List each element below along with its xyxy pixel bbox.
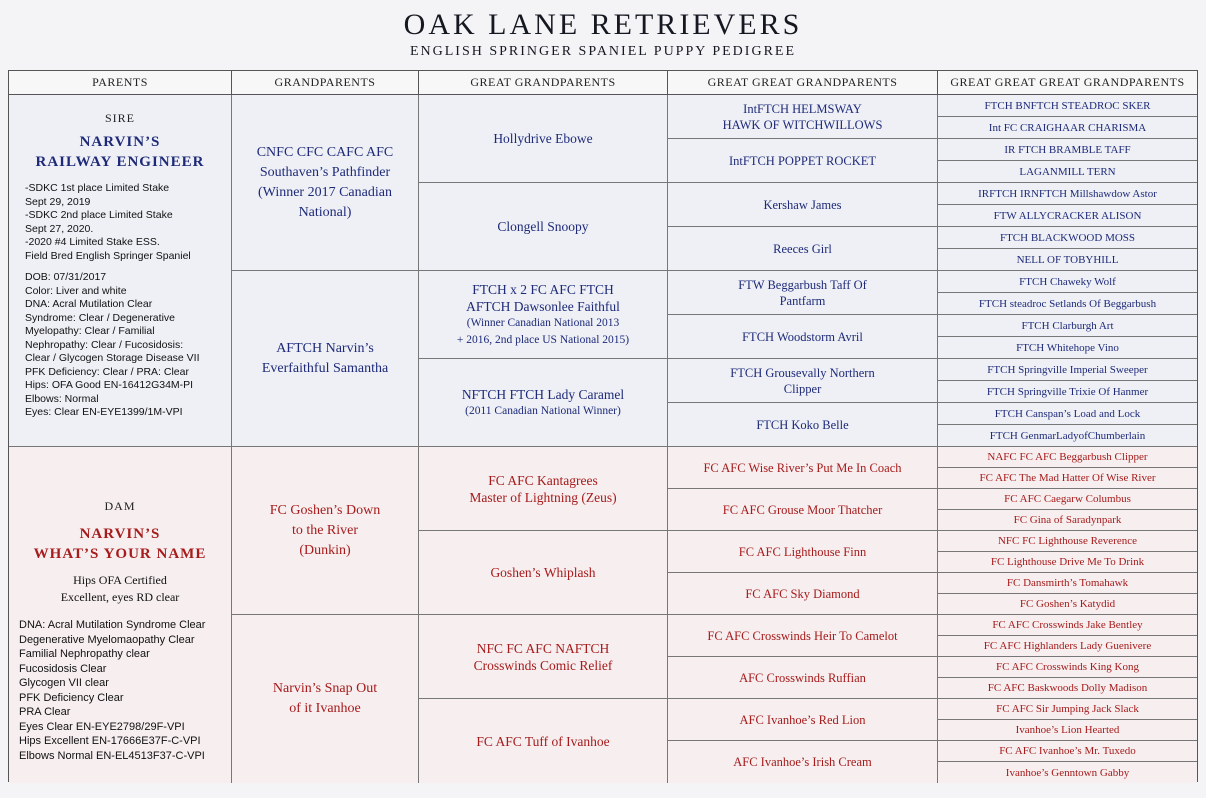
grandparent-cell-text: Everfaithful Samantha	[261, 360, 389, 376]
ggg-grandparent-cell	[938, 183, 1197, 205]
dam-detail-line: Fucosidosis Clear	[19, 662, 107, 675]
ggg-grandparent-cell-text: Int FC CRAIGHAAR CHARISMA	[988, 121, 1147, 134]
gg-grandparent-cell	[668, 183, 938, 227]
gg-grandparent-cell	[668, 741, 938, 783]
grandparent-cell	[232, 615, 419, 783]
dam-cell	[9, 447, 232, 783]
grandparent-cell-text: (Winner 2017 Canadian	[258, 184, 392, 200]
ggg-grandparent-cell-text: Ivanhoe’s Lion Hearted	[1015, 724, 1120, 736]
grandparent-cell	[232, 95, 419, 271]
gg-grandparent-cell-text: FTCH Grousevally Northern	[730, 365, 875, 380]
ggg-grandparent-cell	[938, 359, 1197, 381]
ggg-grandparent-cell	[938, 741, 1197, 762]
gg-grandparent-cell-text: FTCH Koko Belle	[756, 417, 849, 432]
sire-health-details	[25, 271, 231, 420]
ggg-grandparent-cell	[938, 699, 1197, 720]
column-header-great-great-great-grandparents: GREAT GREAT GREAT GRANDPARENTS	[938, 71, 1197, 95]
gg-grandparent-cell-text: IntFTCH HELMSWAY	[743, 101, 862, 116]
gg-grandparent-cell	[668, 271, 938, 315]
ggg-grandparent-cell-text: FTCH Chaweky Wolf	[1019, 275, 1116, 288]
ggg-grandparent-cell	[938, 161, 1197, 183]
sire-achievements	[25, 182, 231, 263]
ggg-grandparent-cell	[938, 139, 1197, 161]
ggg-grandparent-cell-text: FC Gina of Saradynpark	[1013, 514, 1122, 526]
great-grandparent-cell-text: NFC FC AFC NAFTCH	[476, 640, 610, 656]
ggg-grandparent-cell-text: FC AFC The Mad Hatter Of Wise River	[979, 472, 1156, 484]
ggg-grandparent-cell	[938, 678, 1197, 699]
gg-grandparent-cell-text: FC AFC Grouse Moor Thatcher	[722, 502, 883, 517]
great-grandparent-cell-text: FC AFC Tuff of Ivanhoe	[476, 733, 610, 749]
great-grandparent-cell-text: (2011 Canadian National Winner)	[465, 404, 621, 417]
sire-cell	[9, 95, 232, 447]
dam-detail-line: Degenerative Myelomaopathy Clear	[19, 633, 195, 646]
grandparent-cell-text: AFTCH Narvin’s	[276, 340, 374, 356]
ggg-grandparent-cell	[938, 271, 1197, 293]
gg-grandparent-cell-text: FTCH Woodstorm Avril	[742, 329, 863, 344]
ggg-grandparent-cell-text: IR FTCH BRAMBLE TAFF	[1004, 143, 1131, 156]
sire-detail-line: Nephropathy: Clear / Fucosidosis:	[25, 338, 184, 351]
dam-name-line-2: WHAT’S YOUR NAME	[33, 546, 207, 562]
sire-detail-line: Syndrome: Clear / Degenerative	[25, 311, 175, 324]
ggg-grandparent-cell-text: FTCH GenmarLadyofChumberlain	[989, 429, 1146, 442]
ggg-grandparent-cell	[938, 205, 1197, 227]
ggg-grandparent-cell-text: FC AFC Caegarw Columbus	[1004, 493, 1131, 505]
great-grandparent-cell-text: AFTCH Dawsonlee Faithful	[466, 298, 620, 314]
ggg-grandparent-cell	[938, 720, 1197, 741]
great-grandparent-cell-text: Clongell Snoopy	[497, 219, 589, 234]
sire-name-line-2: RAILWAY ENGINEER	[35, 154, 205, 170]
dam-cert-line: Excellent, eyes RD clear	[60, 590, 180, 604]
ggg-grandparent-cell	[938, 381, 1197, 403]
ggg-grandparent-cell-text: FC AFC Crosswinds Jake Bentley	[992, 619, 1143, 631]
sire-detail-line: PFK Deficiency: Clear / PRA: Clear	[25, 365, 189, 378]
dam-detail-line: PRA Clear	[19, 706, 71, 718]
ggg-grandparent-cell-text: FTCH Whitehope Vino	[1016, 341, 1119, 354]
gg-grandparent-cell-text: FC AFC Wise River’s Put Me In Coach	[703, 460, 902, 475]
great-grandparent-cell	[419, 271, 668, 359]
dam-detail-line: PFK Deficiency Clear	[19, 691, 124, 704]
dam-label: DAM	[104, 499, 136, 513]
ggg-grandparent-cell-text: FTCH Clarburgh Art	[1021, 319, 1114, 332]
grandparent-cell-text: Southaven’s Pathfinder	[259, 164, 391, 180]
ggg-grandparent-cell-text: FC AFC Sir Jumping Jack Slack	[996, 703, 1139, 715]
sire-name-line-1: NARVIN’S	[79, 134, 161, 150]
ggg-grandparent-cell-text: LAGANMILL TERN	[1019, 165, 1116, 178]
sire-detail-line: DNA: Acral Mutilation Clear	[25, 298, 153, 310]
page-subtitle: ENGLISH SPRINGER SPANIEL PUPPY PEDIGREE	[409, 44, 797, 59]
gg-grandparent-cell	[668, 403, 938, 447]
ggg-grandparent-cell	[938, 573, 1197, 594]
ggg-grandparent-cell-text: NAFC FC AFC Beggarbush Clipper	[987, 451, 1148, 463]
grandparent-cell-text: CNFC CFC CAFC AFC	[256, 144, 394, 160]
ggg-grandparent-cell	[938, 293, 1197, 315]
gg-grandparent-cell-text: FC AFC Lighthouse Finn	[738, 544, 867, 559]
gg-grandparent-cell	[668, 315, 938, 359]
column-header-great-grandparents: GREAT GRANDPARENTS	[419, 71, 668, 95]
sire-label: SIRE	[104, 111, 135, 125]
ggg-grandparent-cell-text: FC AFC Baskwoods Dolly Madison	[987, 682, 1148, 694]
grandparent-cell	[232, 447, 419, 615]
grandparent-cell-text: (Dunkin)	[299, 542, 351, 558]
grandparent-cell	[232, 271, 419, 447]
gg-grandparent-cell-text: AFC Ivanhoe’s Irish Cream	[733, 755, 872, 769]
ggg-grandparent-cell	[938, 337, 1197, 359]
ggg-grandparent-cell-text: FTCH Canspan’s Load and Lock	[994, 407, 1141, 420]
sire-achievement-line: Sept 27, 2020.	[25, 222, 94, 235]
gg-grandparent-cell	[668, 359, 938, 403]
ggg-grandparent-cell-text: FC Lighthouse Drive Me To Drink	[990, 556, 1145, 568]
column-header-parents: PARENTS	[9, 71, 232, 95]
gg-grandparent-cell	[668, 227, 938, 271]
gg-grandparent-cell-text: FTW Beggarbush Taff Of	[738, 277, 867, 292]
dam-name-line-1: NARVIN’S	[79, 526, 161, 542]
ggg-grandparent-cell-text: Ivanhoe’s Genntown Gabby	[1005, 766, 1130, 779]
sire-detail-line: Color: Liver and white	[25, 284, 127, 297]
gg-grandparent-cell-text: Kershaw James	[763, 197, 842, 212]
ggg-grandparent-cell	[938, 117, 1197, 139]
sire-detail-line: Clear / Glycogen Storage Disease VII	[25, 352, 200, 364]
dam-detail-line: DNA: Acral Mutilation Syndrome Clear	[19, 619, 206, 631]
ggg-grandparent-cell-text: NELL OF TOBYHILL	[1016, 253, 1119, 266]
sire-detail-line: DOB: 07/31/2017	[25, 271, 107, 283]
ggg-grandparent-cell	[938, 249, 1197, 271]
gg-grandparent-cell-text: AFC Crosswinds Ruffian	[739, 670, 866, 685]
dam-detail-line: Hips Excellent EN-17666E37F-C-VPI	[19, 735, 201, 747]
dam-health-details	[19, 618, 231, 763]
ggg-grandparent-cell	[938, 403, 1197, 425]
ggg-grandparent-cell-text: FTW ALLYCRACKER ALISON	[993, 209, 1142, 222]
gg-grandparent-cell	[668, 573, 938, 615]
sire-detail-line: Myelopathy: Clear / Familial	[25, 325, 155, 337]
dam-cert-line: Hips OFA Certified	[73, 573, 167, 587]
ggg-grandparent-cell-text: FC AFC Crosswinds King Kong	[995, 661, 1140, 673]
ggg-grandparent-cell-text: FTCH Springville Imperial Sweeper	[987, 363, 1148, 376]
sire-achievement-line: -SDKC 1st place Limited Stake	[25, 182, 170, 194]
gg-grandparent-cell-text: Clipper	[783, 381, 822, 396]
gg-grandparent-cell	[668, 139, 938, 183]
ggg-grandparent-cell	[938, 762, 1197, 783]
dam-detail-line: Familial Nephropathy clear	[19, 648, 150, 660]
gg-grandparent-cell	[668, 699, 938, 741]
gg-grandparent-cell	[668, 489, 938, 531]
ggg-grandparent-cell-text: IRFTCH IRNFTCH Millshawdow Astor	[978, 187, 1157, 200]
great-grandparent-cell	[419, 359, 668, 447]
ggg-grandparent-cell	[938, 315, 1197, 337]
ggg-grandparent-cell	[938, 95, 1197, 117]
gg-grandparent-cell	[668, 657, 938, 699]
gg-grandparent-cell-text: IntFTCH POPPET ROCKET	[728, 153, 876, 168]
great-grandparent-cell-text: Goshen’s Whiplash	[490, 565, 596, 580]
gg-grandparent-cell-text: AFC Ivanhoe’s Red Lion	[739, 712, 866, 727]
great-grandparent-cell	[419, 699, 668, 783]
sire-detail-line: Elbows: Normal	[25, 392, 99, 405]
great-grandparent-cell	[419, 531, 668, 615]
gg-grandparent-cell-text: HAWK OF WITCHWILLOWS	[722, 117, 883, 132]
dam-detail-line: Eyes Clear EN-EYE2798/29F-VPI	[19, 720, 185, 733]
ggg-grandparent-cell-text: FC AFC Ivanhoe’s Mr. Tuxedo	[999, 745, 1136, 757]
ggg-grandparent-cell	[938, 489, 1197, 510]
ggg-grandparent-cell	[938, 657, 1197, 678]
gg-grandparent-cell	[668, 447, 938, 489]
dam-detail-line: Elbows Normal EN-EL4513F37-C-VPI	[19, 749, 205, 762]
great-grandparent-cell	[419, 447, 668, 531]
column-header-great-great-grandparents: GREAT GREAT GRANDPARENTS	[668, 71, 938, 95]
sire-detail-line: Eyes: Clear EN-EYE1399/1M-VPI	[25, 406, 183, 418]
page-title: OAK LANE RETRIEVERS	[403, 8, 803, 41]
gg-grandparent-cell	[668, 615, 938, 657]
dam-certifications	[9, 572, 231, 606]
great-grandparent-cell-text: Crosswinds Comic Relief	[473, 657, 613, 673]
great-grandparent-cell	[419, 615, 668, 699]
grandparent-cell-text: National)	[298, 204, 352, 220]
ggg-grandparent-cell-text: FC Goshen’s Katydid	[1019, 598, 1116, 610]
sire-achievement-line: Sept 29, 2019	[25, 195, 91, 208]
grandparent-cell-text: to the River	[291, 522, 359, 538]
ggg-grandparent-cell	[938, 594, 1197, 615]
great-grandparent-cell-text: Hollydrive Ebowe	[493, 131, 593, 146]
great-grandparent-cell-text: NFTCH FTCH Lady Caramel	[461, 386, 625, 402]
ggg-grandparent-cell	[938, 615, 1197, 636]
ggg-grandparent-cell	[938, 227, 1197, 249]
ggg-grandparent-cell	[938, 425, 1197, 447]
ggg-grandparent-cell-text: FTCH Springville Trixie Of Hanmer	[986, 385, 1149, 398]
ggg-grandparent-cell-text: FC AFC Highlanders Lady Guenivere	[983, 640, 1152, 652]
ggg-grandparent-cell	[938, 468, 1197, 489]
gg-grandparent-cell-text: FC AFC Sky Diamond	[745, 586, 860, 601]
great-grandparent-cell-text: FTCH x 2 FC AFC FTCH	[472, 281, 614, 297]
ggg-grandparent-cell	[938, 552, 1197, 573]
ggg-grandparent-cell-text: FTCH BNFTCH STEADROC SKER	[984, 99, 1151, 112]
gg-grandparent-cell-text: FC AFC Crosswinds Heir To Camelot	[707, 628, 898, 643]
ggg-grandparent-cell	[938, 636, 1197, 657]
ggg-grandparent-cell-text: FTCH BLACKWOOD MOSS	[999, 231, 1136, 244]
great-grandparent-cell-text: + 2016, 2nd place US National 2015)	[456, 333, 630, 346]
grandparent-cell-text: FC Goshen’s Down	[269, 502, 381, 518]
sire-detail-line: Hips: OFA Good EN-16412G34M-PI	[25, 379, 194, 391]
sire-achievement-line: -2020 #4 Limited Stake ESS.	[25, 236, 160, 248]
gg-grandparent-cell	[668, 95, 938, 139]
ggg-grandparent-cell-text: NFC FC Lighthouse Reverence	[997, 535, 1137, 547]
column-header-grandparents: GRANDPARENTS	[232, 71, 419, 95]
ggg-grandparent-cell	[938, 531, 1197, 552]
great-grandparent-cell-text: Master of Lightning (Zeus)	[469, 489, 617, 505]
gg-grandparent-cell-text: Pantfarm	[779, 293, 826, 308]
ggg-grandparent-cell-text: FTCH steadroc Setlands Of Beggarbush	[978, 297, 1157, 310]
ggg-grandparent-cell	[938, 510, 1197, 531]
grandparent-cell-text: of it Ivanhoe	[289, 701, 361, 716]
great-grandparent-cell	[419, 183, 668, 271]
dam-detail-line: Glycogen VII clear	[19, 677, 109, 689]
ggg-grandparent-cell-text: FC Dansmirth’s Tomahawk	[1006, 577, 1129, 589]
pedigree-table	[8, 70, 1198, 782]
great-grandparent-cell-text: FC AFC Kantagrees	[488, 472, 598, 488]
great-grandparent-cell-text: (Winner Canadian National 2013	[466, 316, 620, 329]
sire-achievement-line: Field Bred English Springer Spaniel	[25, 249, 191, 262]
gg-grandparent-cell	[668, 531, 938, 573]
gg-grandparent-cell-text: Reeces Girl	[773, 241, 832, 256]
grandparent-cell-text: Narvin’s Snap Out	[272, 681, 378, 696]
ggg-grandparent-cell	[938, 447, 1197, 468]
great-grandparent-cell	[419, 95, 668, 183]
sire-achievement-line: -SDKC 2nd place Limited Stake	[25, 209, 173, 221]
